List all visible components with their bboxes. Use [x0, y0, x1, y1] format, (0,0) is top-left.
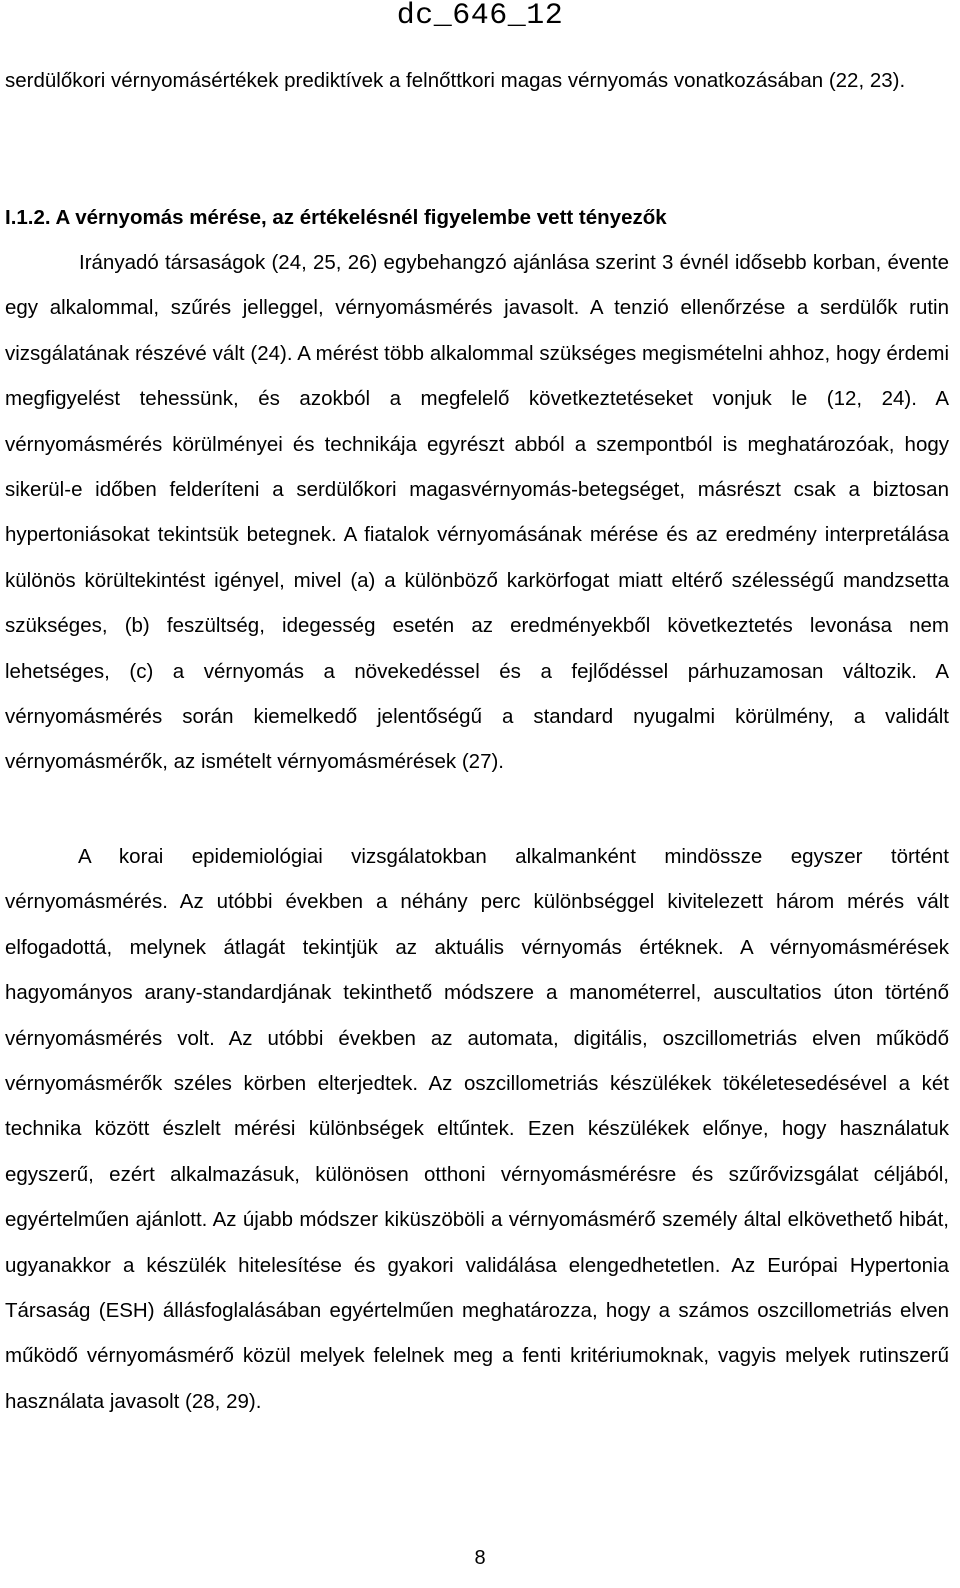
body-paragraph-2 [5, 834, 949, 1424]
body-paragraph-1-text: Irányadó társaságok (24, 25, 26) egybehangzó ajánlása szerint 3 évnél idősebb korban, évente egy alkalommal, szűrés jelleggel, vérnyomásmérés javasolt. A tenzió ellenőrzése a serdülők rutin vizsgálatának részévé vált (24). A mérést több alkalommal szükséges megismételni ahhoz, hogy érdemi megfigyelést tehessünk, és azokból a megfelelő következtetéseket vonjuk le (12, 24). A vérnyomásmérés körülményei és technikája egyrészt abból a szempontból is meghatározóak, hogy sikerül-e időben felderíteni a serdülőkori magasvérnyomás-betegséget, másrészt csak a biztosan hypertoniásokat tekintsük betegnek. A fiatalok vérnyomásának mérése és az eredmény interpretálása különös körültekintést igényel, mivel (a) a különböző karkörfogat miatt eltérő szélességű mandzsetta szükséges, (b) feszültség, idegesség esetén az eredményekből következtetés levonása nem lehetséges, (c) a vérnyomás a növekedéssel és a fejlődéssel párhuzamosan változik. A vérnyomásmérés során kiemelkedő jelentőségű a standard nyugalmi körülmény, a validált vérnyomásmérők, az ismételt vérnyomásmérések (27). [5, 251, 949, 774]
body-paragraph-2-text: A korai epidemiológiai vizsgálatokban alkalmanként mindössze egyszer történt vérnyomásmérés. Az utóbbi években a néhány perc különbséggel kivitelezett három mérés vált elfogadottá, melynek átlagát tekintjük az aktuális vérnyomás értéknek. A vérnyomásmérések hagyományos arany-standardjának tekinthető módszere a manométerrel, auscultatios úton történő vérnyomásmérés volt. Az utóbbi években az automata, digitális, oszcillometriás elven működő vérnyomásmérők széles körben elterjedtek. Az oszcillometriás készülékek tökéletesedésével a két technika között észlelt mérési különbségek eltűntek. Ezen készülékek előnye, hogy használatuk egyszerű, ezért alkalmazásuk, különösen otthoni vérnyomásmérésre és szűrővizsgálat céljából, egyértelműen ajánlott. Az újabb módszer kiküszöböli a vérnyomásmérő személy által elkövethető hibát, ugyanakkor a készülék hitelesítése és gyakori validálása elengedhetetlen. Az Európai Hypertonia Társaság (ESH) állásfoglalásában egyértelműen meghatározza, hogy a számos oszcillometriás elven működő vérnyomásmérő közül melyek felelnek meg a fenti kritériumoknak, vagyis melyek rutinszerű használata javasolt (28, 29). [5, 845, 949, 1413]
page-number: 8 [474, 1547, 486, 1569]
body-paragraph-1 [5, 240, 949, 785]
intro-paragraph: serdülőkori vérnyomásértékek prediktívek a felnőttkori magas vérnyomás vonatkozásában (22, 23). [5, 69, 906, 92]
section-heading: I.1.2. A vérnyomás mérése, az értékelésnél figyelembe vett tényezők [5, 206, 667, 229]
document-id-header: dc_646_12 [396, 0, 564, 33]
